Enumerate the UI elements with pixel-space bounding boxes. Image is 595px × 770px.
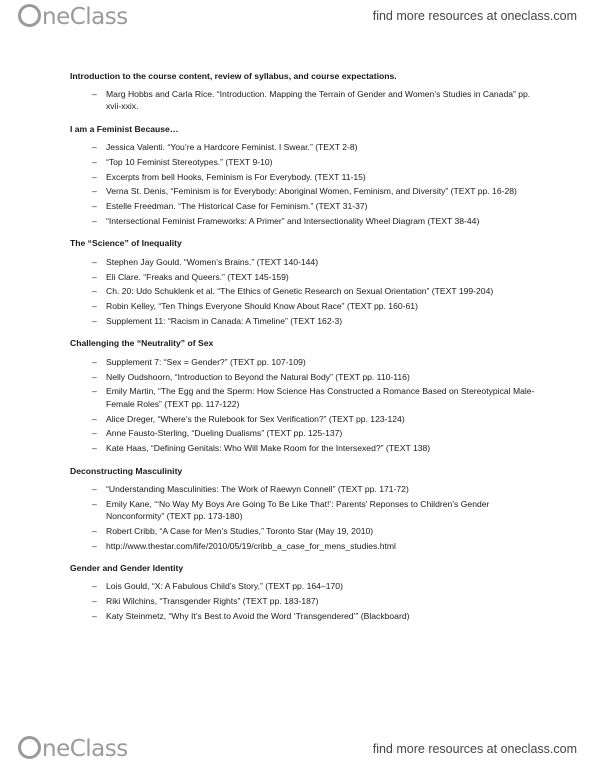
section-title: Challenging the “Neutrality” of Sex xyxy=(70,338,214,349)
logo-text: neClass xyxy=(42,4,128,30)
section-title: I am a Feminist Because… xyxy=(70,123,179,134)
reading-item: – Eli Clare. “Freaks and Queers.” (TEXT 145-159) xyxy=(70,271,540,283)
document-body xyxy=(70,70,540,632)
reading-item: – Supplement 7: “Sex = Gender?” (TEXT pp. 107-109) xyxy=(70,356,540,368)
find-more-link-footer[interactable]: find more resources at oneclass.com xyxy=(372,742,577,756)
reading-item: – Stephen Jay Gould. “Women’s Brains.” (TEXT 140-144) xyxy=(70,256,540,268)
reading-item: – Anne Fausto-Sterling, “Dueling Dualisms” (TEXT pp. 125-137) xyxy=(70,427,540,439)
reading-item: – “Understanding Masculinities: The Work of Raewyn Connell” (TEXT pp. 171-72) xyxy=(70,483,540,495)
reading-item: – Verna St. Denis, “Feminism is for Everybody: Aboriginal Women, Feminism, and Diversity” (TEXT pp. 16-28) xyxy=(70,185,540,197)
reading-list xyxy=(70,88,540,112)
reading-item: – Robin Kelley, “Ten Things Everyone Should Know About Race” (TEXT pp. 160-61) xyxy=(70,300,540,312)
oneclass-logo[interactable] xyxy=(18,4,128,30)
reading-item: – Estelle Freedman. “The Historical Case for Feminism.” (TEXT 31-37) xyxy=(70,200,540,212)
reading-item: – Kate Haas, “Defining Genitals: Who Will Make Room for the Intersexed?” (TEXT 138) xyxy=(70,442,540,454)
reading-item: – Emily Martin, “The Egg and the Sperm: How Science Has Constructed a Romance Based on Stereotypical Male-Female Roles” (TEXT pp. 117-122) xyxy=(70,385,540,409)
oneclass-logo-footer[interactable] xyxy=(18,736,128,762)
reading-item: – Riki Wilchins, “Transgender Rights” (TEXT pp. 183-187) xyxy=(70,595,540,607)
reading-item: – Jessica Valenti. “You’re a Hardcore Feminist. I Swear.” (TEXT 2-8) xyxy=(70,141,540,153)
logo-circle-icon xyxy=(18,4,41,27)
section-title: Deconstructing Masculinity xyxy=(70,465,183,476)
page-footer xyxy=(0,734,595,770)
reading-item: – Katy Steinmetz, “Why It’s Best to Avoid the Word ‘Transgendered’” (Blackboard) xyxy=(70,610,540,622)
reading-item: – Marg Hobbs and Carla Rice. “Introduction. Mapping the Terrain of Gender and Women’s Studies in Canada” pp. xvii-xxix. xyxy=(70,88,540,112)
page-header xyxy=(0,0,595,36)
reading-item: – Emily Kane, “‘No Way My Boys Are Going To Be Like That!’: Parents’ Reponses to Children’s Gender Nonconformity” (TEXT pp. 173-180) xyxy=(70,498,540,522)
reading-item: – Nelly Oudshoorn, “Introduction to Beyond the Natural Body” (TEXT pp. 110-116) xyxy=(70,371,540,383)
reading-item: – Alice Dreger, “Where’s the Rulebook for Sex Verification?” (TEXT pp. 123-124) xyxy=(70,413,540,425)
reading-item: – Robert Cribb, “A Case for Men’s Studies,” Toronto Star (May 19, 2010) xyxy=(70,525,540,537)
reading-list xyxy=(70,356,540,455)
reading-list xyxy=(70,141,540,228)
reading-list xyxy=(70,580,540,622)
reading-item: – http://www.thestar.com/life/2010/05/19/cribb_a_case_for_mens_studies.html xyxy=(70,540,540,552)
section-title: The “Science” of Inequality xyxy=(70,238,182,249)
reading-item: – Supplement 11: “Racism in Canada: A Timeline” (TEXT 162-3) xyxy=(70,315,540,327)
section-title: Introduction to the course content, review of syllabus, and course expectations. xyxy=(70,71,397,81)
reading-list xyxy=(70,256,540,328)
logo-text: neClass xyxy=(42,736,128,762)
section-title: Gender and Gender Identity xyxy=(70,562,184,573)
reading-item: – “Intersectional Feminist Frameworks: A Primer” and Intersectionality Wheel Diagram (TEXT 38-44) xyxy=(70,215,540,227)
reading-item: – Lois Gould, “X: A Fabulous Child’s Story,” (TEXT pp. 164–170) xyxy=(70,580,540,592)
logo-circle-icon xyxy=(18,736,41,759)
find-more-link[interactable]: find more resources at oneclass.com xyxy=(372,9,577,23)
reading-list xyxy=(70,483,540,552)
reading-item: – “Top 10 Feminist Stereotypes.” (TEXT 9-10) xyxy=(70,156,540,168)
reading-item: – Excerpts from bell Hooks, Feminism is For Everybody. (TEXT 11-15) xyxy=(70,171,540,183)
reading-item: – Ch. 20: Udo Schuklenk et al. “The Ethics of Genetic Research on Sexual Orientation” (TEXT 199-204) xyxy=(70,285,540,297)
